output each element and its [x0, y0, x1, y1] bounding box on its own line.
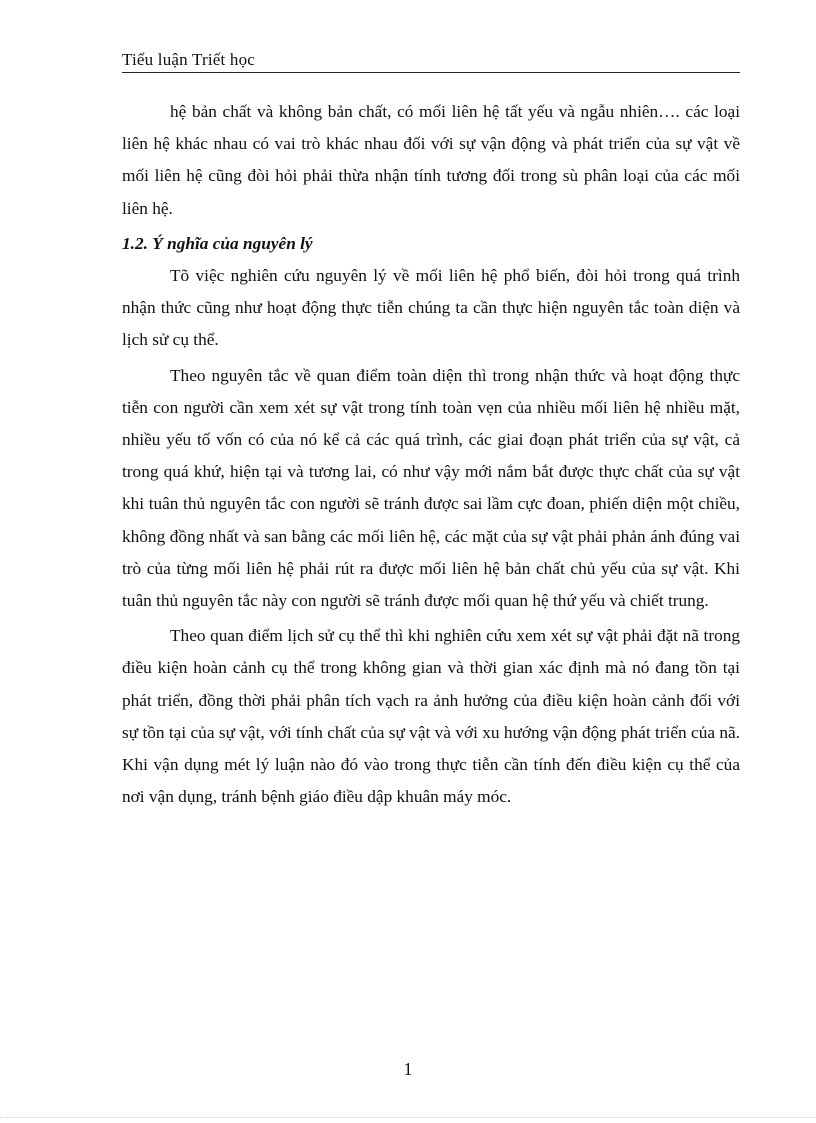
- page-content: [122, 96, 740, 813]
- paragraph-comprehensive-intro: Tõ việc nghiên cứu nguyên lý về mối liên hệ phổ biến, đòi hỏi trong quá trình nhận thức cũng như hoạt động thực tiễn chúng ta cần thực hiện nguyên tắc toàn diện và lịch sử cụ thể.: [122, 266, 740, 350]
- section-heading: 1.2. Ý nghĩa của nguyên lý: [122, 233, 313, 253]
- page-bottom-divider: [0, 1117, 816, 1118]
- header-title: Tiểu luận Triết học: [122, 50, 256, 69]
- page-number: 1: [403, 1059, 413, 1079]
- paragraph-comprehensive-principle: Theo nguyên tắc về quan điểm toàn diện thì trong nhận thức và hoạt động thực tiễn con người cần xem xét sự vật trong tính toàn vẹn của nhiều mối liên hệ nhiều mặt, nhiều yếu tố vốn có của nó kể cả các quá trình, các giai đoạn phát triển của sự vật, cả trong quá khứ, hiện tại và tương lai, có như vậy mới nắm bắt được thực chất của sự vật khi tuân thủ nguyên tắc con người sẽ tránh được sai lầm cực đoan, phiến diện một chiều, không đồng nhất và san bằng các mối liên hệ, các mặt của sự vật phải phản ánh đúng vai trò của từng mối liên hệ phải rút ra được mối liên hệ bản chất chủ yếu của sự vật. Khi tuân thủ nguyên tắc này con người sẽ tránh được mối quan hệ thứ yếu và chiết trung.: [122, 365, 740, 611]
- paragraph-historical-concrete: Theo quan điểm lịch sử cụ thể thì khi nghiên cứu xem xét sự vật phải đặt nã trong điều kiện hoàn cảnh cụ thể trong không gian và thời gian xác định mà nó đang tồn tại phát triển, đồng thời phải phân tích vạch ra ảnh hưởng của điều kiện hoàn cảnh đối với sự tồn tại của sự vật, với tính chất của sự vật và với xu hướng vận động phát triển của nã. Khi vận dụng mét lý luận nào đó vào trong thực tiễn cần tính đến điều kiện cụ thể của nơi vận dụng, tránh bệnh giáo điều dập khuân máy móc.: [122, 626, 740, 807]
- page-header: [122, 50, 740, 73]
- continuation-paragraph: hệ bản chất và không bản chất, có mối liên hệ tất yếu và ngẫu nhiên…. các loại liên hệ khác nhau có vai trò khác nhau đối với sự vận động và phát triển của sự vật về mối liên hệ cũng đòi hỏi phải thừa nhận tính tương đối trong sù phân loại của các mối liên hệ.: [122, 102, 740, 218]
